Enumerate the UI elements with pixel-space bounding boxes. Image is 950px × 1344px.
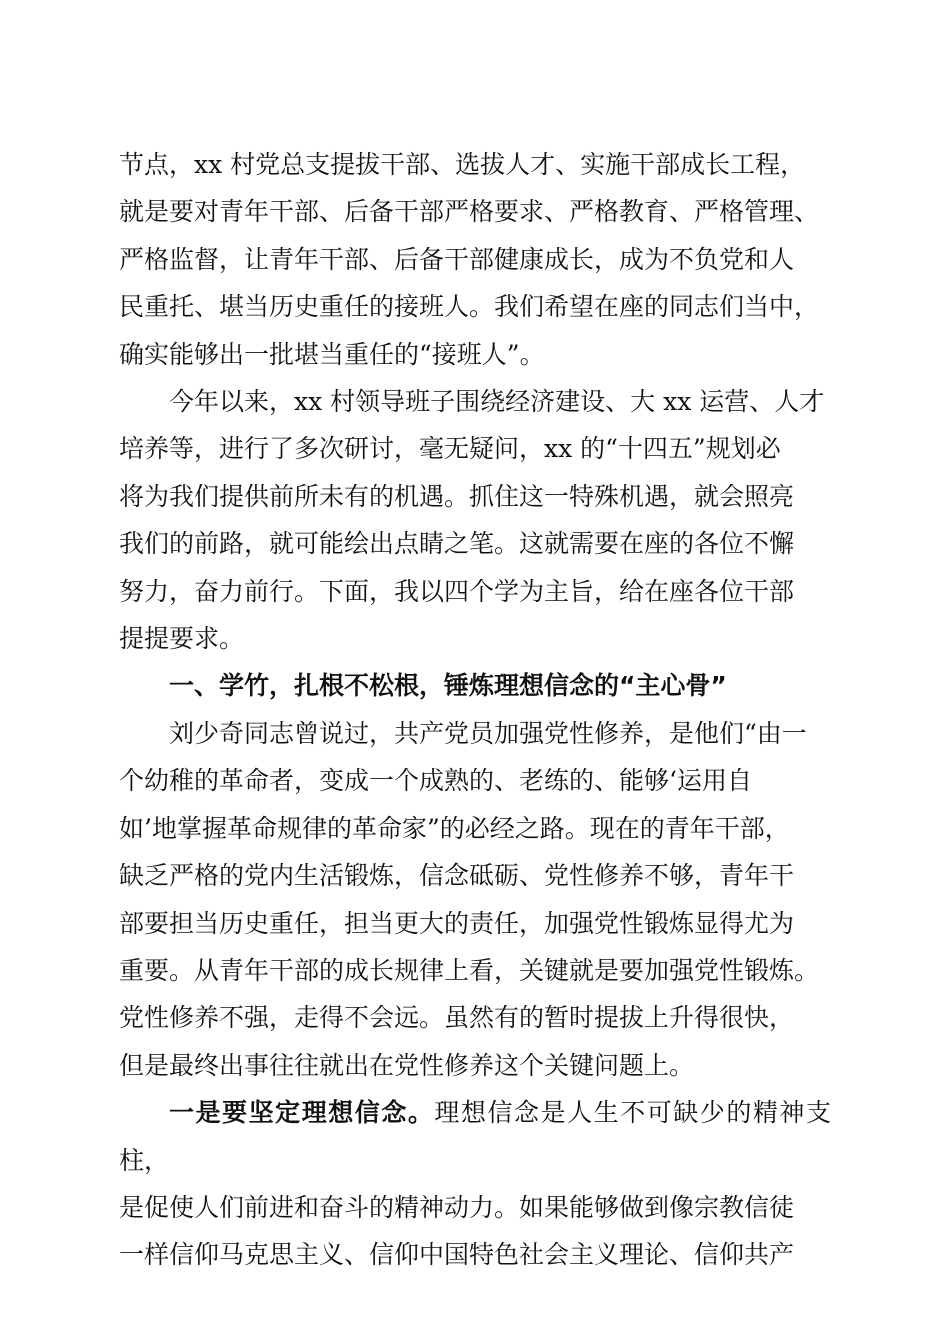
paragraph-plans: 今年以来，xx 村领导班子围绕经济建设、大 xx 运营、人才 培养等，进行了多次研讨，毫无疑问，xx 的“十四五”规划必 将为我们提供前所未有的机遇。抓住这一特殊机遇，就会照亮 我们的前路，就可能绘出点睛之笔。这就需要在座的各位不懈 努力，奋力前行。下面，我以四个学为主旨，给在座各位干部 提提要求。: [119, 387, 825, 654]
section-heading-1: 一、学竹，扎根不松根，锤炼理想信念的“主心骨”: [169, 671, 727, 701]
paragraph-continuation: 节点，xx 村党总支提拔干部、选拔人才、实施干部成长工程， 就是要对青年干部、后备干部严格要求、严格教育、严格管理、 严格监督，让青年干部、后备干部健康成长，成为不负党和人 民重托、堪当历史重任的接班人。我们希望在座的同志们当中， 确实能够出一批堪当重任的“接班人”。: [119, 150, 820, 369]
document-body: [119, 141, 831, 1279]
paragraph-ideals: [119, 1089, 831, 1279]
paragraph-party-spirit: 刘少奇同志曾说过，共产党员加强党性修养，是他们“由一 个幼稚的革命者，变成一个成熟的、老练的、能够‘运用自 如’地掌握革命规律的革命家”的必经之路。现在的青年干部， 缺乏严格的党内生活锻炼，信念砥砺、党性修养不够，青年干 部要担当历史重任，担当更大的责任，加强党性锻炼显得尤为 重要。从青年干部的成长规律上看，关键就是要加强党性锻炼。 党性修养不强，走得不会远。虽然有的暂时提拔上升得很快， 但是最终出事往往就出在党性修养这个关键问题上。: [119, 718, 820, 1080]
paragraph-lead-phrase: 一是要坚定理想信念。: [169, 1098, 435, 1128]
paragraph-ideals-text: 理想信念是人生不可缺少的精神支柱， 是促使人们前进和奋斗的精神动力。如果能够做到像宗教信徒 一样信仰马克思主义、信仰中国特色社会主义理论、信仰共产: [119, 1098, 831, 1270]
